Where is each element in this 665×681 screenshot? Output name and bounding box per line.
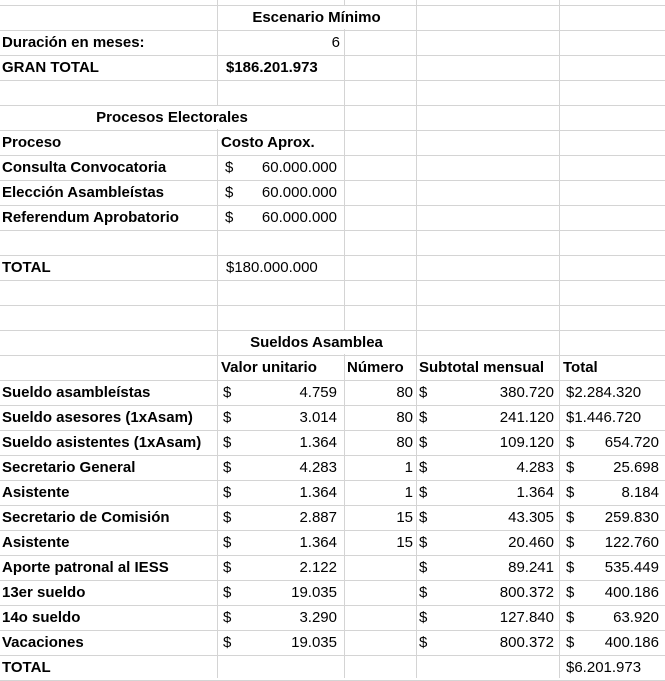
- salary-unit-value[interactable]: 1.364: [299, 484, 337, 501]
- currency-symbol: $: [419, 534, 428, 551]
- currency-symbol: $: [223, 484, 232, 501]
- electoral-process-cost[interactable]: 60.000.000: [261, 209, 337, 226]
- grand-total-label: GRAN TOTAL: [2, 59, 99, 76]
- salary-unit-value[interactable]: 4.283: [299, 459, 337, 476]
- salaries-total-label: TOTAL: [2, 659, 51, 676]
- salary-unit-value[interactable]: 1.364: [299, 434, 337, 451]
- salary-item-name: Sueldo asistentes (1xAsam): [2, 434, 202, 451]
- currency-symbol: $: [223, 559, 232, 576]
- scenario-title: Escenario Mínimo: [252, 9, 381, 26]
- salary-total[interactable]: $ 400.186: [566, 634, 659, 651]
- currency-symbol: $: [419, 609, 428, 626]
- salary-unit-value[interactable]: 3.014: [299, 409, 337, 426]
- salary-subtotal[interactable]: 1.364: [516, 484, 554, 501]
- salary-unit-value[interactable]: 3.290: [299, 609, 337, 626]
- salaries-title: Sueldos Asamblea: [250, 334, 383, 351]
- electoral-total-label: TOTAL: [2, 259, 51, 276]
- currency-symbol: $: [225, 209, 234, 226]
- salary-total[interactable]: $ 63.920: [566, 609, 659, 626]
- currency-symbol: $: [419, 509, 428, 526]
- salary-unit-value[interactable]: 19.035: [291, 584, 337, 601]
- salary-item-name: Secretario de Comisión: [2, 509, 170, 526]
- salaries-header-subtotal: Subtotal mensual: [419, 359, 545, 376]
- salary-total[interactable]: $2.284.320: [566, 384, 642, 401]
- salary-total[interactable]: $ 8.184: [566, 484, 659, 501]
- salaries-header-unit: Valor unitario: [221, 359, 317, 376]
- salary-subtotal[interactable]: 20.460: [508, 534, 554, 551]
- salary-total[interactable]: $ 122.760: [566, 534, 659, 551]
- currency-symbol: $: [225, 184, 234, 201]
- salary-subtotal[interactable]: 380.720: [499, 384, 554, 401]
- grid-row-line: [0, 305, 665, 306]
- salary-count[interactable]: 15: [396, 534, 413, 551]
- currency-symbol: $: [419, 434, 428, 451]
- grid-column-line: [559, 0, 560, 678]
- electoral-title: Procesos Electorales: [96, 109, 248, 126]
- grid-row-line: [0, 230, 665, 231]
- electoral-col-process: Proceso: [2, 134, 62, 151]
- salaries-header-total: Total: [563, 359, 598, 376]
- currency-symbol: $: [419, 384, 428, 401]
- currency-symbol: $: [223, 609, 232, 626]
- salary-count[interactable]: 1: [404, 459, 413, 476]
- currency-symbol: $: [223, 409, 232, 426]
- electoral-col-cost: Costo Aprox.: [221, 134, 315, 151]
- currency-symbol: $: [223, 534, 232, 551]
- salary-subtotal[interactable]: 43.305: [508, 509, 554, 526]
- salary-count[interactable]: 15: [396, 509, 413, 526]
- grid-row-line: [0, 80, 665, 81]
- salary-total[interactable]: $ 535.449: [566, 559, 659, 576]
- salary-unit-value[interactable]: 4.759: [299, 384, 337, 401]
- grid-column-line: [416, 0, 417, 678]
- currency-symbol: $: [419, 459, 428, 476]
- salary-item-name: Secretario General: [2, 459, 136, 476]
- currency-symbol: $: [419, 484, 428, 501]
- currency-symbol: $: [419, 409, 428, 426]
- salaries-total-value[interactable]: $6.201.973: [566, 659, 642, 676]
- currency-symbol: $: [223, 634, 232, 651]
- electoral-process-name: Referendum Aprobatorio: [2, 209, 179, 226]
- currency-symbol: $: [225, 159, 234, 176]
- salary-count[interactable]: [345, 605, 413, 630]
- salary-subtotal[interactable]: 4.283: [516, 459, 554, 476]
- salary-unit-value[interactable]: 2.887: [299, 509, 337, 526]
- currency-symbol: $: [223, 509, 232, 526]
- electoral-total-value[interactable]: $180.000.000: [226, 259, 318, 276]
- salary-unit-value[interactable]: 2.122: [299, 559, 337, 576]
- salary-total[interactable]: $ 400.186: [566, 584, 659, 601]
- salary-item-name: Asistente: [2, 484, 70, 501]
- salary-item-name: Sueldo asambleístas: [2, 384, 151, 401]
- salary-subtotal[interactable]: 109.120: [499, 434, 554, 451]
- currency-symbol: $: [223, 459, 232, 476]
- grand-total-value[interactable]: $186.201.973: [226, 59, 318, 76]
- salary-subtotal[interactable]: 800.372: [499, 584, 554, 601]
- salary-subtotal[interactable]: 241.120: [499, 409, 554, 426]
- currency-symbol: $: [223, 384, 232, 401]
- salary-count[interactable]: 1: [404, 484, 413, 501]
- currency-symbol: $: [419, 634, 428, 651]
- currency-symbol: $: [419, 584, 428, 601]
- salary-subtotal[interactable]: 127.840: [499, 609, 554, 626]
- currency-symbol: $: [419, 559, 428, 576]
- electoral-process-name: Elección Asambleístas: [2, 184, 165, 201]
- salary-count[interactable]: [345, 630, 413, 655]
- duration-value[interactable]: 6: [331, 34, 340, 51]
- duration-label: Duración en meses:: [2, 34, 145, 51]
- currency-symbol: $: [223, 434, 232, 451]
- currency-symbol: $: [223, 584, 232, 601]
- electoral-process-name: Consulta Convocatoria: [2, 159, 167, 176]
- salary-total[interactable]: $1.446.720: [566, 409, 642, 426]
- salary-item-name: Sueldo asesores (1xAsam): [2, 409, 193, 426]
- salary-count[interactable]: 80: [396, 384, 413, 401]
- salary-unit-value[interactable]: 1.364: [299, 534, 337, 551]
- salary-item-name: Vacaciones: [2, 634, 84, 651]
- electoral-process-cost[interactable]: 60.000.000: [261, 184, 337, 201]
- salary-subtotal[interactable]: 800.372: [499, 634, 554, 651]
- grid-row-line: [0, 280, 665, 281]
- salary-item-name: Aporte patronal al IESS: [2, 559, 169, 576]
- salary-count[interactable]: 80: [396, 409, 413, 426]
- salary-item-name: Asistente: [2, 534, 70, 551]
- salary-total[interactable]: $ 259.830: [566, 509, 659, 526]
- electoral-process-cost[interactable]: 60.000.000: [261, 159, 337, 176]
- salary-total[interactable]: $ 25.698: [566, 459, 659, 476]
- salaries-header-number: Número: [347, 359, 404, 376]
- salary-item-name: 14o sueldo: [2, 609, 81, 626]
- salary-unit-value[interactable]: 19.035: [291, 634, 337, 651]
- salary-subtotal[interactable]: 89.241: [508, 559, 554, 576]
- salary-total[interactable]: $ 654.720: [566, 434, 659, 451]
- salary-item-name: 13er sueldo: [2, 584, 86, 601]
- salary-count[interactable]: [345, 580, 413, 605]
- salary-count[interactable]: 80: [396, 434, 413, 451]
- salary-count[interactable]: [345, 555, 413, 580]
